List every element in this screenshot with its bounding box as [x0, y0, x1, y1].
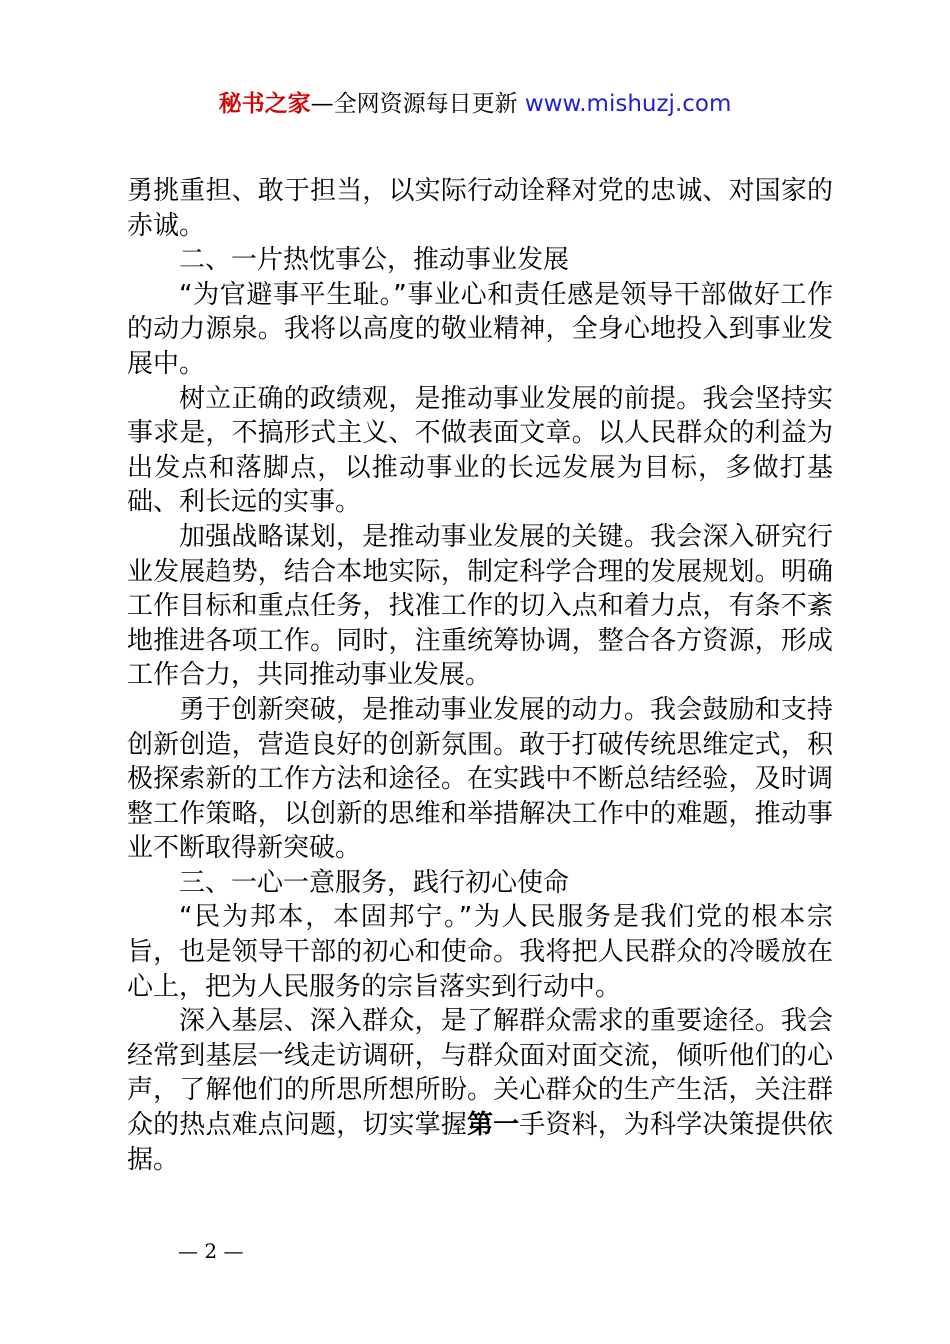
page-number: — 2 —: [178, 1239, 244, 1263]
section-heading-2: 二、一片热忱事公，推动事业发展: [179, 245, 570, 276]
document-body: [127, 174, 833, 1177]
paragraph-continuation: 勇挑重担、敢于担当，以实际行动诠释对党的忠诚、对国家的赤诚。: [127, 176, 833, 241]
site-tagline: —全网资源每日更新: [310, 91, 525, 117]
site-brand: 秘书之家: [218, 91, 311, 117]
bold-emphasis: 第一: [466, 1110, 520, 1141]
paragraph: 加强战略谋划，是推动事业发展的关键。我会深入研究行业发展趋势，结合本地实际，制定科学合理的发展规划。明确工作目标和重点任务，找准工作的切入点和着力点，有条不紊地推进各项工作。同时，注重统筹协调，整合各方资源，形成工作合力，共同推动事业发展。: [127, 521, 833, 691]
paragraph-text: 深入基层、深入群众，是了解群众需求的重要途径。我会经常到基层一线走访调研，与群众面对面交流，倾听他们的心声，了解他们的所思所想所盼。关心群众的生产生活，关注群众的热点难点问题，切实掌握: [127, 1006, 833, 1141]
paragraph-text: 手资料，为科学决策提供依据。: [127, 1110, 833, 1175]
paragraph: 树立正确的政绩观，是推动事业发展的前提。我会坚持实事求是，不搞形式主义、不做表面文章。以人民群众的利益为出发点和落脚点，以推动事业的长远发展为目标，多做打基础、利长远的实事。: [127, 383, 833, 518]
paragraph: 勇于创新突破，是推动事业发展的动力。我会鼓励和支持创新创造，营造良好的创新氛围。敢于打破传统思维定式，积极探索新的工作方法和途径。在实践中不断总结经验，及时调整工作策略，以创新的思维和举措解决工作中的难题，推动事业不断取得新突破。: [127, 694, 833, 864]
paragraph: “为官避事平生耻。”事业心和责任感是领导干部做好工作的动力源泉。我将以高度的敬业精神，全身心地投入到事业发展中。: [127, 279, 833, 379]
site-url-link[interactable]: www.mishuzj.com: [524, 91, 732, 117]
paragraph-last: [127, 1004, 833, 1177]
paragraph: “民为邦本，本固邦宁。”为人民服务是我们党的根本宗旨，也是领导干部的初心和使命。我将把人民群众的冷暖放在心上，把为人民服务的宗旨落实到行动中。: [127, 902, 833, 1002]
site-header: [0, 86, 950, 122]
section-heading-3: 三、一心一意服务，践行初心使命: [179, 867, 570, 898]
